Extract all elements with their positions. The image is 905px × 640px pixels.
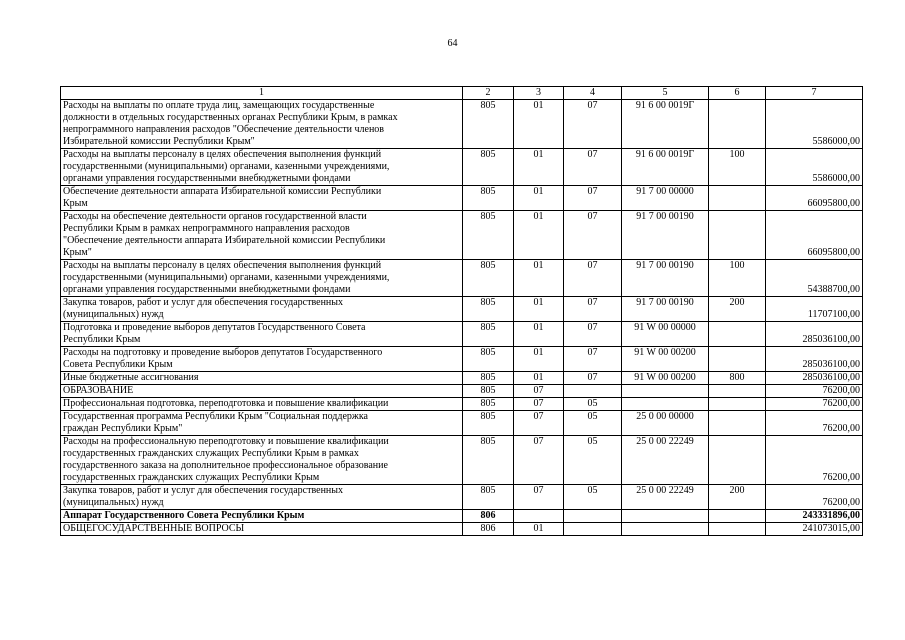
cell-name-line: Избирательной комиссии Республики Крым" [63, 136, 255, 147]
cell-c4: 07 [564, 100, 622, 149]
cell-name-line: Расходы на выплаты персоналу в целях обеспечения выполнения функций [63, 260, 382, 271]
cell-amount: 11707100,00 [766, 297, 863, 322]
cell-name-line: "Обеспечение деятельности аппарата Избирательной комиссии Республики [63, 235, 386, 246]
cell-c6 [709, 385, 766, 398]
cell-c3: 01 [514, 186, 564, 211]
cell-name-line: Расходы на выплаты персоналу в целях обеспечения выполнения функций [63, 149, 382, 160]
cell-c3: 01 [514, 322, 564, 347]
cell-name-line: органами управления государственными внебюджетными фондами [63, 173, 351, 184]
cell-c3: 01 [514, 372, 564, 385]
cell-name [61, 297, 463, 322]
cell-name-line: Крым" [63, 247, 92, 258]
page-number: 64 [447, 38, 458, 49]
cell-c2: 805 [463, 260, 514, 297]
budget-table [60, 86, 863, 536]
cell-name-line: ОБЩЕГОСУДАРСТВЕННЫЕ ВОПРОСЫ [63, 523, 245, 534]
cell-c2: 805 [463, 485, 514, 510]
table-row [61, 149, 863, 186]
cell-c5 [622, 385, 709, 398]
table-row [61, 297, 863, 322]
cell-c2: 806 [463, 523, 514, 536]
table-row [61, 411, 863, 436]
cell-c4: 07 [564, 372, 622, 385]
cell-name [61, 347, 463, 372]
cell-name-line: государственного заказа на дополнительное профессиональное образование [63, 460, 388, 471]
cell-amount: 66095800,00 [766, 186, 863, 211]
table-row [61, 100, 863, 149]
cell-amount: 285036100,00 [766, 347, 863, 372]
cell-amount: 76200,00 [766, 436, 863, 485]
cell-name-line: государственными (муниципальными) органами, казенными учреждениями, [63, 161, 390, 172]
cell-c2: 805 [463, 211, 514, 260]
cell-name-line: Иные бюджетные ассигнования [63, 372, 199, 383]
cell-amount: 66095800,00 [766, 211, 863, 260]
table-row [61, 523, 863, 536]
cell-c5: 91 W 00 00000 [622, 322, 709, 347]
cell-c5: 25 0 00 22249 [622, 485, 709, 510]
cell-name-line: государственных гражданских служащих Республики Крым в рамках [63, 448, 359, 459]
cell-name [61, 385, 463, 398]
cell-name-line: должности в отдельных государственных органах Республики Крым, в рамках [63, 112, 398, 123]
cell-name-line: Обеспечение деятельности аппарата Избирательной комиссии Республики [63, 186, 382, 197]
cell-amount: 5586000,00 [766, 149, 863, 186]
cell-amount: 76200,00 [766, 411, 863, 436]
cell-c4: 07 [564, 322, 622, 347]
cell-c4: 05 [564, 485, 622, 510]
cell-c5 [622, 510, 709, 523]
cell-name-line: Закупка товаров, работ и услуг для обеспечения государственных [63, 485, 344, 496]
cell-amount: 76200,00 [766, 385, 863, 398]
cell-c6 [709, 510, 766, 523]
cell-name-line: государственными (муниципальными) органами, казенными учреждениями, [63, 272, 390, 283]
cell-c3: 01 [514, 149, 564, 186]
cell-c5: 25 0 00 00000 [622, 411, 709, 436]
cell-c4 [564, 510, 622, 523]
cell-c3: 07 [514, 436, 564, 485]
cell-name-line: государственных гражданских служащих Республики Крым [63, 472, 320, 483]
cell-c6 [709, 411, 766, 436]
cell-c4 [564, 385, 622, 398]
cell-c3: 07 [514, 398, 564, 411]
cell-c6 [709, 322, 766, 347]
cell-c4: 05 [564, 398, 622, 411]
cell-amount: 5586000,00 [766, 100, 863, 149]
cell-c2: 805 [463, 100, 514, 149]
cell-name-line: Расходы на обеспечение деятельности органов государственной власти [63, 211, 367, 222]
cell-name-line: органами управления государственными внебюджетными фондами [63, 284, 351, 295]
cell-c5: 91 6 00 0019Г [622, 149, 709, 186]
cell-c3: 07 [514, 411, 564, 436]
table-row [61, 322, 863, 347]
cell-c4: 05 [564, 436, 622, 485]
cell-name [61, 485, 463, 510]
cell-c6: 800 [709, 372, 766, 385]
cell-name [61, 510, 463, 523]
cell-name-line: Государственная программа Республики Крым "Социальная поддержка [63, 411, 368, 422]
cell-c6 [709, 100, 766, 149]
table-row [61, 385, 863, 398]
table-row [61, 436, 863, 485]
table-row [61, 186, 863, 211]
cell-name [61, 372, 463, 385]
cell-name [61, 211, 463, 260]
cell-c5: 91 7 00 00000 [622, 186, 709, 211]
cell-c2: 805 [463, 322, 514, 347]
table-row [61, 260, 863, 297]
cell-name-line: Подготовка и проведение выборов депутатов Государственного Совета [63, 322, 366, 333]
table-header-row [61, 87, 863, 100]
cell-amount: 76200,00 [766, 398, 863, 411]
cell-c3: 07 [514, 385, 564, 398]
cell-name [61, 436, 463, 485]
cell-name [61, 411, 463, 436]
cell-c5: 25 0 00 22249 [622, 436, 709, 485]
cell-name [61, 260, 463, 297]
column-header: 6 [709, 87, 766, 100]
cell-c4: 07 [564, 211, 622, 260]
cell-c2: 805 [463, 411, 514, 436]
cell-c3: 01 [514, 523, 564, 536]
cell-c3: 01 [514, 100, 564, 149]
table-row [61, 347, 863, 372]
cell-c2: 805 [463, 385, 514, 398]
cell-c2: 806 [463, 510, 514, 523]
cell-c5: 91 7 00 00190 [622, 211, 709, 260]
cell-name-line: ОБРАЗОВАНИЕ [63, 385, 134, 396]
table-row [61, 485, 863, 510]
cell-c6 [709, 398, 766, 411]
cell-c2: 805 [463, 347, 514, 372]
cell-name-line: Аппарат Государственного Совета Республики Крым [63, 510, 305, 521]
table-row [61, 398, 863, 411]
cell-c2: 805 [463, 149, 514, 186]
cell-c5 [622, 398, 709, 411]
cell-c4: 07 [564, 260, 622, 297]
cell-name-line: Крым [63, 198, 88, 209]
cell-name-line: Республики Крым [63, 334, 141, 345]
column-header: 7 [766, 87, 863, 100]
cell-c3: 01 [514, 260, 564, 297]
cell-c6 [709, 436, 766, 485]
cell-c3: 01 [514, 211, 564, 260]
cell-c4: 07 [564, 297, 622, 322]
cell-c6 [709, 523, 766, 536]
table-row [61, 510, 863, 523]
cell-c3: 01 [514, 347, 564, 372]
cell-c5: 91 6 00 0019Г [622, 100, 709, 149]
cell-name-line: Закупка товаров, работ и услуг для обеспечения государственных [63, 297, 344, 308]
table-body [61, 87, 863, 536]
cell-c4: 07 [564, 186, 622, 211]
cell-name-line: Республики Крым в рамках непрограммного направления расходов [63, 223, 350, 234]
cell-c5: 91 7 00 00190 [622, 260, 709, 297]
column-header: 2 [463, 87, 514, 100]
cell-name [61, 100, 463, 149]
table-row [61, 372, 863, 385]
cell-c6 [709, 211, 766, 260]
cell-name [61, 523, 463, 536]
cell-name [61, 186, 463, 211]
column-header: 1 [61, 87, 463, 100]
cell-c2: 805 [463, 372, 514, 385]
cell-name-line: Расходы на выплаты по оплате труда лиц, замещающих государственные [63, 100, 375, 111]
cell-c5: 91 W 00 00200 [622, 347, 709, 372]
cell-c4: 07 [564, 149, 622, 186]
cell-name [61, 322, 463, 347]
column-header: 5 [622, 87, 709, 100]
cell-c3 [514, 510, 564, 523]
cell-c6: 100 [709, 260, 766, 297]
cell-amount: 76200,00 [766, 485, 863, 510]
cell-amount: 285036100,00 [766, 372, 863, 385]
cell-c6 [709, 186, 766, 211]
cell-c6 [709, 347, 766, 372]
cell-c5 [622, 523, 709, 536]
column-header: 3 [514, 87, 564, 100]
cell-name-line: Профессиональная подготовка, переподготовка и повышение квалификации [63, 398, 389, 409]
cell-c5: 91 W 00 00200 [622, 372, 709, 385]
cell-c2: 805 [463, 436, 514, 485]
cell-name [61, 149, 463, 186]
cell-name-line: (муниципальных) нужд [63, 497, 164, 508]
cell-c6: 200 [709, 297, 766, 322]
cell-c6: 200 [709, 485, 766, 510]
cell-c2: 805 [463, 398, 514, 411]
cell-amount: 241073015,00 [766, 523, 863, 536]
cell-amount: 285036100,00 [766, 322, 863, 347]
cell-c2: 805 [463, 186, 514, 211]
cell-c5: 91 7 00 00190 [622, 297, 709, 322]
cell-name [61, 398, 463, 411]
cell-c4: 07 [564, 347, 622, 372]
table-row [61, 211, 863, 260]
cell-name-line: Расходы на подготовку и проведение выборов депутатов Государственного [63, 347, 383, 358]
cell-amount: 54388700,00 [766, 260, 863, 297]
cell-amount: 243331896,00 [766, 510, 863, 523]
cell-c4 [564, 523, 622, 536]
cell-c2: 805 [463, 297, 514, 322]
cell-name-line: непрограммного направления расходов "Обеспечение деятельности членов [63, 124, 385, 135]
cell-name-line: (муниципальных) нужд [63, 309, 164, 320]
cell-name-line: Расходы на профессиональную переподготовку и повышение квалификации [63, 436, 389, 447]
cell-c3: 07 [514, 485, 564, 510]
cell-c6: 100 [709, 149, 766, 186]
cell-name-line: граждан Республики Крым" [63, 423, 183, 434]
column-header: 4 [564, 87, 622, 100]
cell-name-line: Совета Республики Крым [63, 359, 173, 370]
cell-c4: 05 [564, 411, 622, 436]
cell-c3: 01 [514, 297, 564, 322]
